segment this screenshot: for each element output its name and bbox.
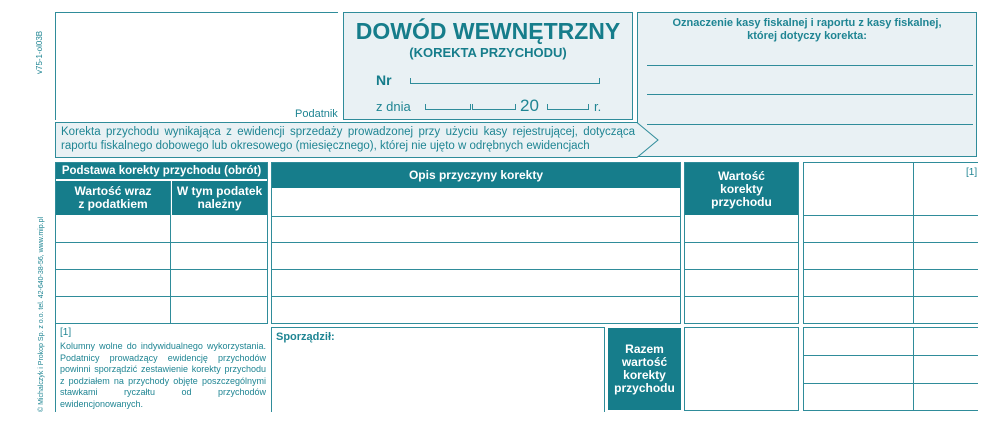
col-tax-due-header: W tym podatek należny	[172, 181, 267, 215]
reason-row-1	[272, 242, 680, 243]
nr-label: Nr	[376, 72, 392, 88]
total-free-row-2	[804, 383, 978, 384]
description-text: Korekta przychodu wynikająca z ewidencji sprzedaży prowadzonej przy użyciu kasy rejestrującej, dotycząca raportu fiskalnego dobowego lub okresowego (miesięcznego), której nie ujęto w odrębnych ewidencjach	[61, 126, 635, 152]
reason-row-2	[272, 269, 680, 270]
free-col-divider	[913, 162, 914, 324]
value-row-2	[685, 269, 798, 270]
free-row-1	[804, 242, 978, 243]
total-free-col-divider	[913, 327, 914, 411]
document-subtitle: (KOREKTA PRZYCHODU)	[409, 45, 567, 60]
date-month-field[interactable]	[472, 104, 516, 110]
nr-field[interactable]	[410, 78, 600, 84]
date-prefix: z dnia	[376, 99, 411, 114]
taxpayer-label: Podatnik	[295, 108, 338, 120]
value-row-1	[685, 242, 798, 243]
footnote-text: Kolumny wolne do indywidualnego wykorzystania. Podatnicy prowadzący ewidencję przychodów powinni sporządzić zestawienie korekty przychodu z podziałem na przychody objęte poszczególnymi stawkami ryczałtu od przychodów ewidencjonowanych.	[60, 341, 266, 409]
date-suffix: r.	[594, 99, 602, 114]
prepared-by-label: Sporządził:	[276, 331, 335, 343]
footnote-ref: [1]	[60, 327, 72, 338]
document-title: DOWÓD WEWNĘTRZNY	[355, 18, 621, 44]
total-value-field[interactable]	[684, 327, 799, 411]
basis-row-2	[56, 269, 267, 270]
basis-group-header: Podstawa korekty przychodu (obrót)	[56, 163, 267, 179]
date-year-field[interactable]	[547, 104, 589, 110]
free-columns	[803, 162, 978, 324]
taxpayer-box[interactable]	[55, 12, 338, 120]
basis-col-divider	[170, 181, 171, 323]
fiscal-line-1	[647, 65, 973, 66]
date-day-field[interactable]	[425, 104, 471, 110]
fiscal-register-label: Oznaczenie kasy fiskalnej i raportu z kasy fiskalnej, której dotyczy korekta:	[672, 17, 942, 42]
fiscal-line-3	[647, 124, 973, 125]
total-free-columns	[803, 327, 978, 411]
reason-row-0	[272, 216, 680, 217]
value-row-3	[685, 296, 798, 297]
col-correction-value-header: Wartość korekty przychodu	[685, 163, 798, 215]
basis-row-3	[56, 296, 267, 297]
free-columns-footnote-ref: [1]	[966, 167, 978, 178]
basis-row-1	[56, 242, 267, 243]
date-year-prefix: 20	[520, 96, 539, 115]
publisher-info: © Michalczyk i Prokop Sp. z o.o. tel. 42-640-38-56, www.mip.pl	[38, 216, 45, 412]
free-row-3	[804, 296, 978, 297]
total-free-row-1	[804, 355, 978, 356]
total-label: Razem wartość korekty przychodu	[608, 328, 681, 410]
col-reason-header: Opis przyczyny korekty	[272, 163, 680, 188]
free-row-0	[804, 215, 978, 216]
form-code: v75-1-ol03B	[35, 30, 44, 74]
fiscal-line-2	[647, 94, 973, 95]
reason-row-3	[272, 296, 680, 297]
col-value-with-tax-header: Wartość wraz z podatkiem	[56, 181, 170, 215]
free-row-2	[804, 269, 978, 270]
